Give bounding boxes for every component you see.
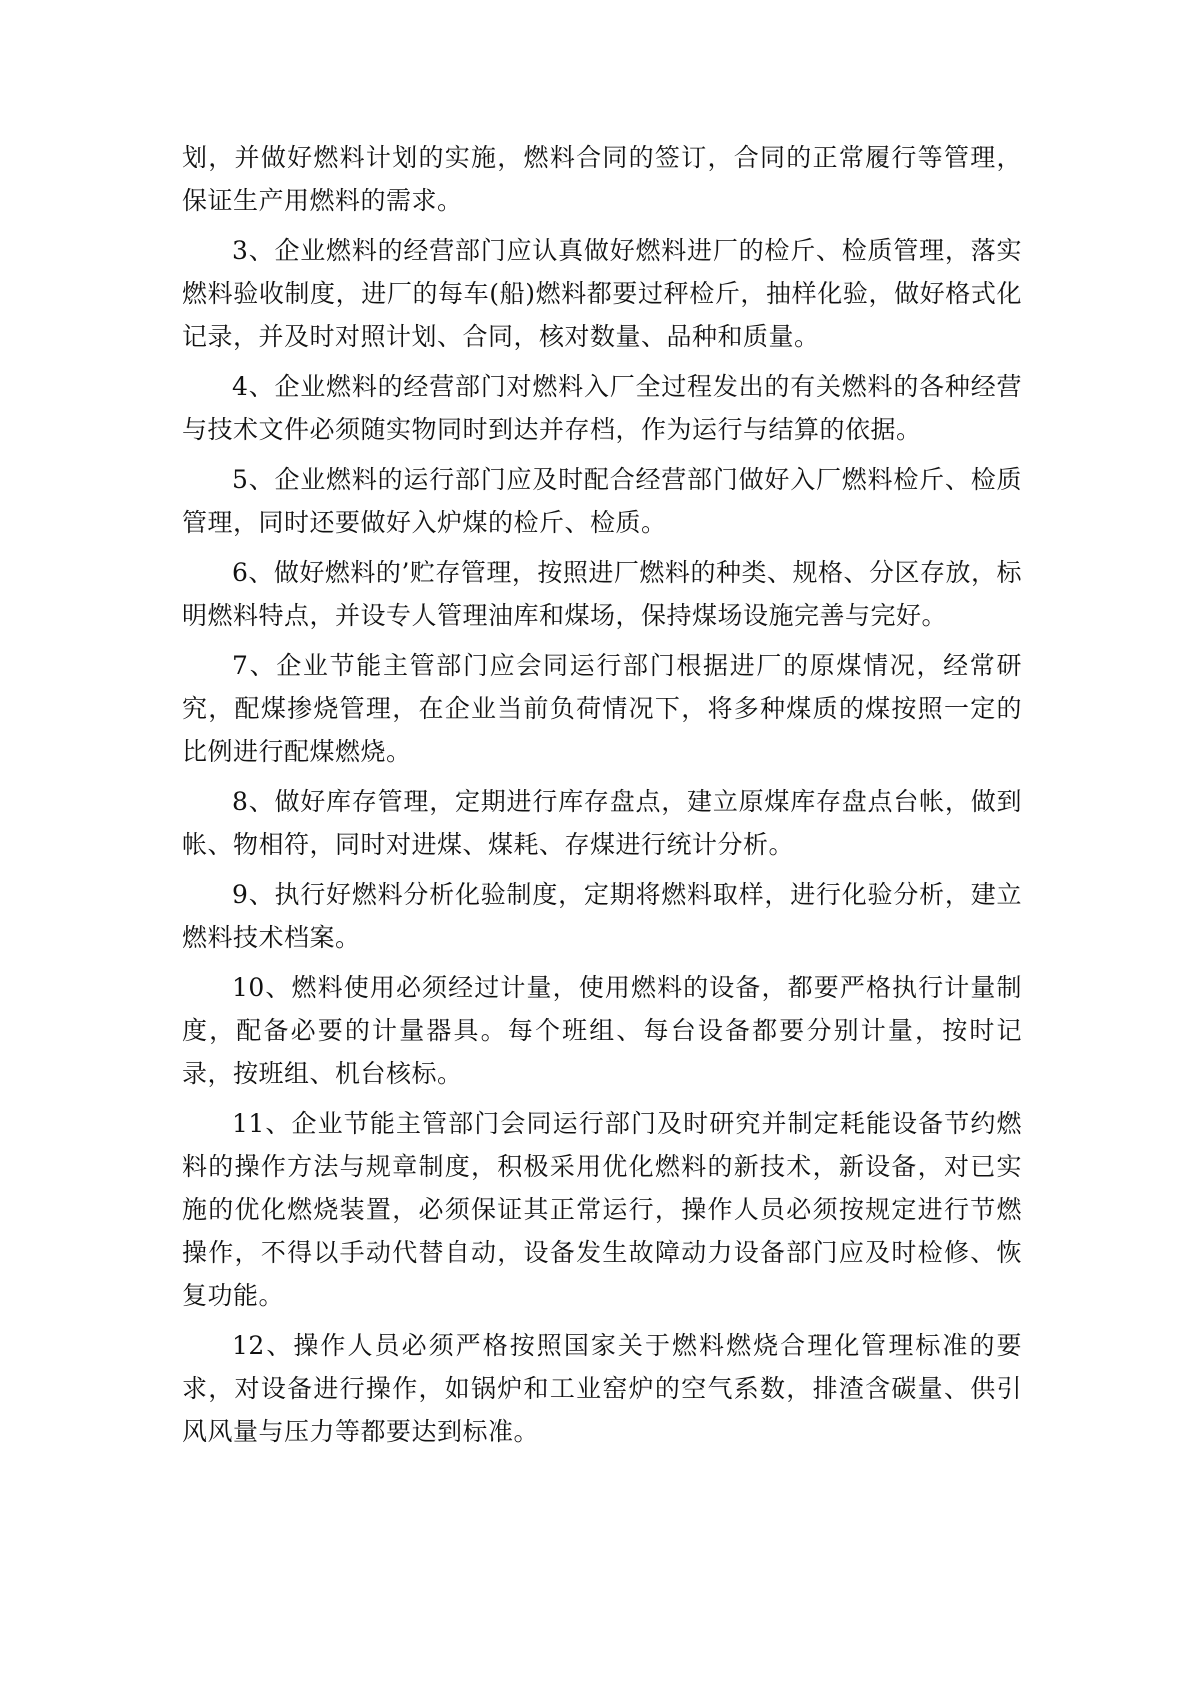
- paragraph-item-12: 12、操作人员必须严格按照国家关于燃料燃烧合理化管理标准的要求，对设备进行操作，如锅炉和工业窑炉的空气系数，排渣含碳量、供引风风量与压力等都要达到标准。: [182, 1331, 1022, 1446]
- paragraph-item-3: 3、企业燃料的经营部门应认真做好燃料进厂的检斤、检质管理，落实燃料验收制度，进厂的每车(船)燃料都要过秤检斤，抽样化验，做好格式化记录，并及时对照计划、合同，核对数量、品种和质量。: [182, 236, 1022, 351]
- paragraph-item-9: 9、执行好燃料分析化验制度，定期将燃料取样，进行化验分析，建立燃料技术档案。: [182, 880, 1022, 952]
- document-page: [182, 136, 1022, 1460]
- paragraph-item-6: 6、做好燃料的’贮存管理，按照进厂燃料的种类、规格、分区存放，标明燃料特点，并设专人管理油库和煤场，保持煤场设施完善与完好。: [182, 558, 1022, 630]
- paragraph-item-8: 8、做好库存管理，定期进行库存盘点，建立原煤库存盘点台帐，做到帐、物相符，同时对进煤、煤耗、存煤进行统计分析。: [182, 787, 1022, 859]
- paragraph-item-11: 11、企业节能主管部门会同运行部门及时研究并制定耗能设备节约燃料的操作方法与规章制度，积极采用优化燃料的新技术，新设备，对已实施的优化燃烧装置，必须保证其正常运行，操作人员必须按规定进行节燃操作，不得以手动代替自动，设备发生故障动力设备部门应及时检修、恢复功能。: [182, 1109, 1022, 1310]
- paragraph-item-7: 7、企业节能主管部门应会同运行部门根据进厂的原煤情况，经常研究，配煤掺烧管理，在企业当前负荷情况下，将多种煤质的煤按照一定的比例进行配煤燃烧。: [182, 651, 1022, 766]
- paragraph-continuation: 划，并做好燃料计划的实施，燃料合同的签订，合同的正常履行等管理，保证生产用燃料的需求。: [182, 143, 1022, 215]
- paragraph-item-5: 5、企业燃料的运行部门应及时配合经营部门做好入厂燃料检斤、检质管理，同时还要做好入炉煤的检斤、检质。: [182, 465, 1022, 537]
- paragraph-item-10: 10、燃料使用必须经过计量，使用燃料的设备，都要严格执行计量制度，配备必要的计量器具。每个班组、每台设备都要分别计量，按时记录，按班组、机台核标。: [182, 973, 1022, 1088]
- paragraph-item-4: 4、企业燃料的经营部门对燃料入厂全过程发出的有关燃料的各种经营与技术文件必须随实物同时到达并存档，作为运行与结算的依据。: [182, 372, 1022, 444]
